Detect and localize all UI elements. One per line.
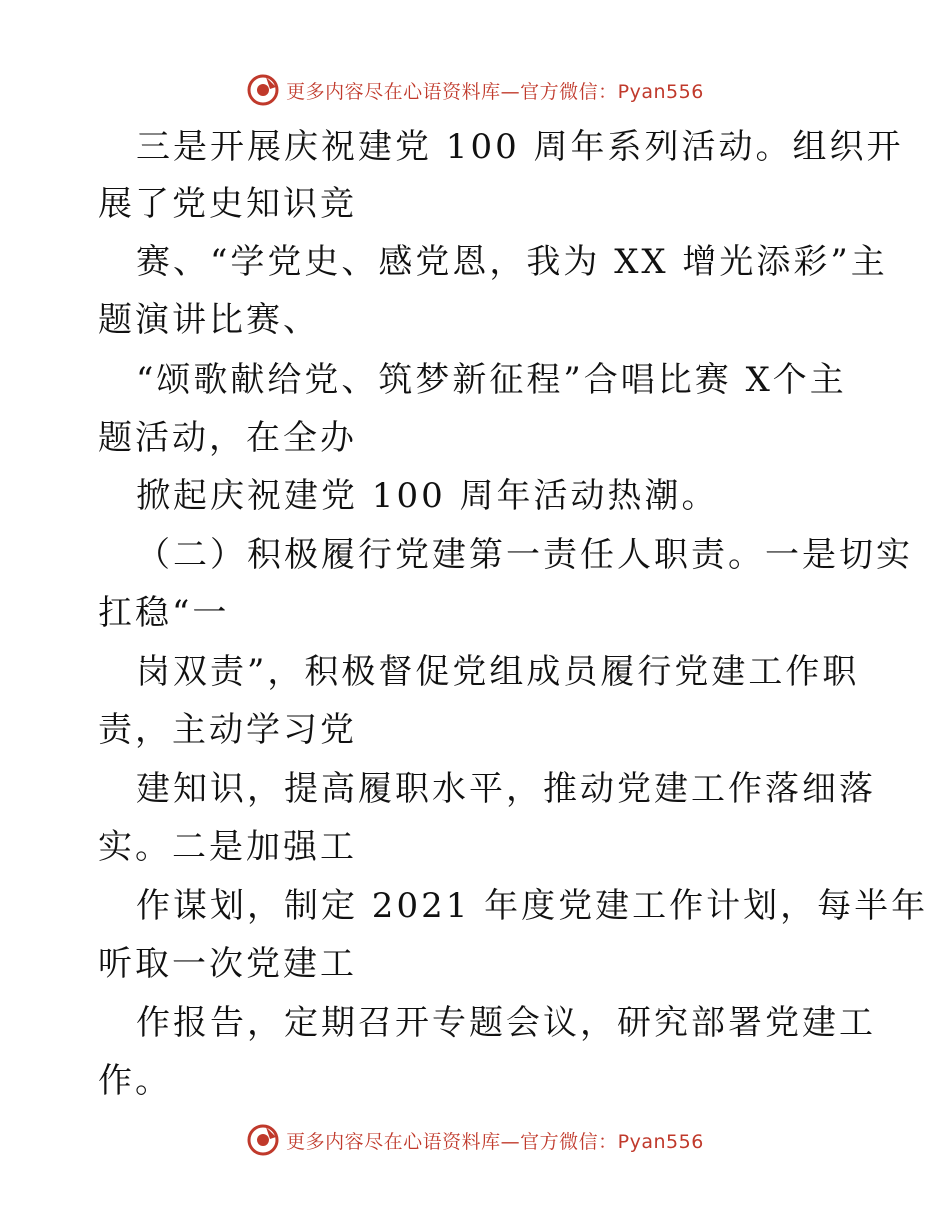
paragraph-line: 作报告，定期召开专题会议，研究部署党建工 [136, 1003, 876, 1043]
paragraph-line: 建知识，提高履职水平，推动党建工作落细落 [136, 769, 876, 809]
logo-icon [246, 1123, 280, 1157]
paragraph-line: “颂歌献给党、筑梦新征程”合唱比赛 X个主 [136, 360, 847, 400]
paragraph-line: 展了党史知识竞 [98, 184, 357, 224]
header-watermark [0, 70, 950, 110]
footer-watermark-text: 更多内容尽在心语资料库—官方微信：Pyan556 [286, 1130, 704, 1153]
logo-icon [246, 73, 280, 107]
footer-watermark [0, 1120, 950, 1160]
paragraph-line: 题活动，在全办 [98, 418, 357, 458]
paragraph-line: 扛稳“一 [98, 593, 230, 633]
paragraph-line: 掀起庆祝建党 100 周年活动热潮。 [136, 476, 719, 516]
paragraph-line: 赛、“学党史、感党恩，我为 XX 增光添彩”主 [136, 242, 888, 282]
paragraph-line: 三是开展庆祝建党 100 周年系列活动。组织开 [136, 127, 904, 167]
paragraph-line: 题演讲比赛、 [98, 300, 320, 340]
paragraph-line: 作谋划，制定 2021 年度党建工作计划，每半年 [136, 886, 929, 926]
paragraph-line: 责，主动学习党 [98, 710, 357, 750]
paragraph-line: 听取一次党建工 [98, 944, 357, 984]
paragraph-line: 作。 [98, 1061, 172, 1101]
paragraph-line: 岗双责”，积极督促党组成员履行党建工作职 [136, 652, 860, 692]
paragraph-line: （二）积极履行党建第一责任人职责。一是切实 [136, 535, 913, 575]
paragraph-line: 实。二是加强工 [98, 827, 357, 867]
header-watermark-text: 更多内容尽在心语资料库—官方微信：Pyan556 [286, 80, 704, 103]
